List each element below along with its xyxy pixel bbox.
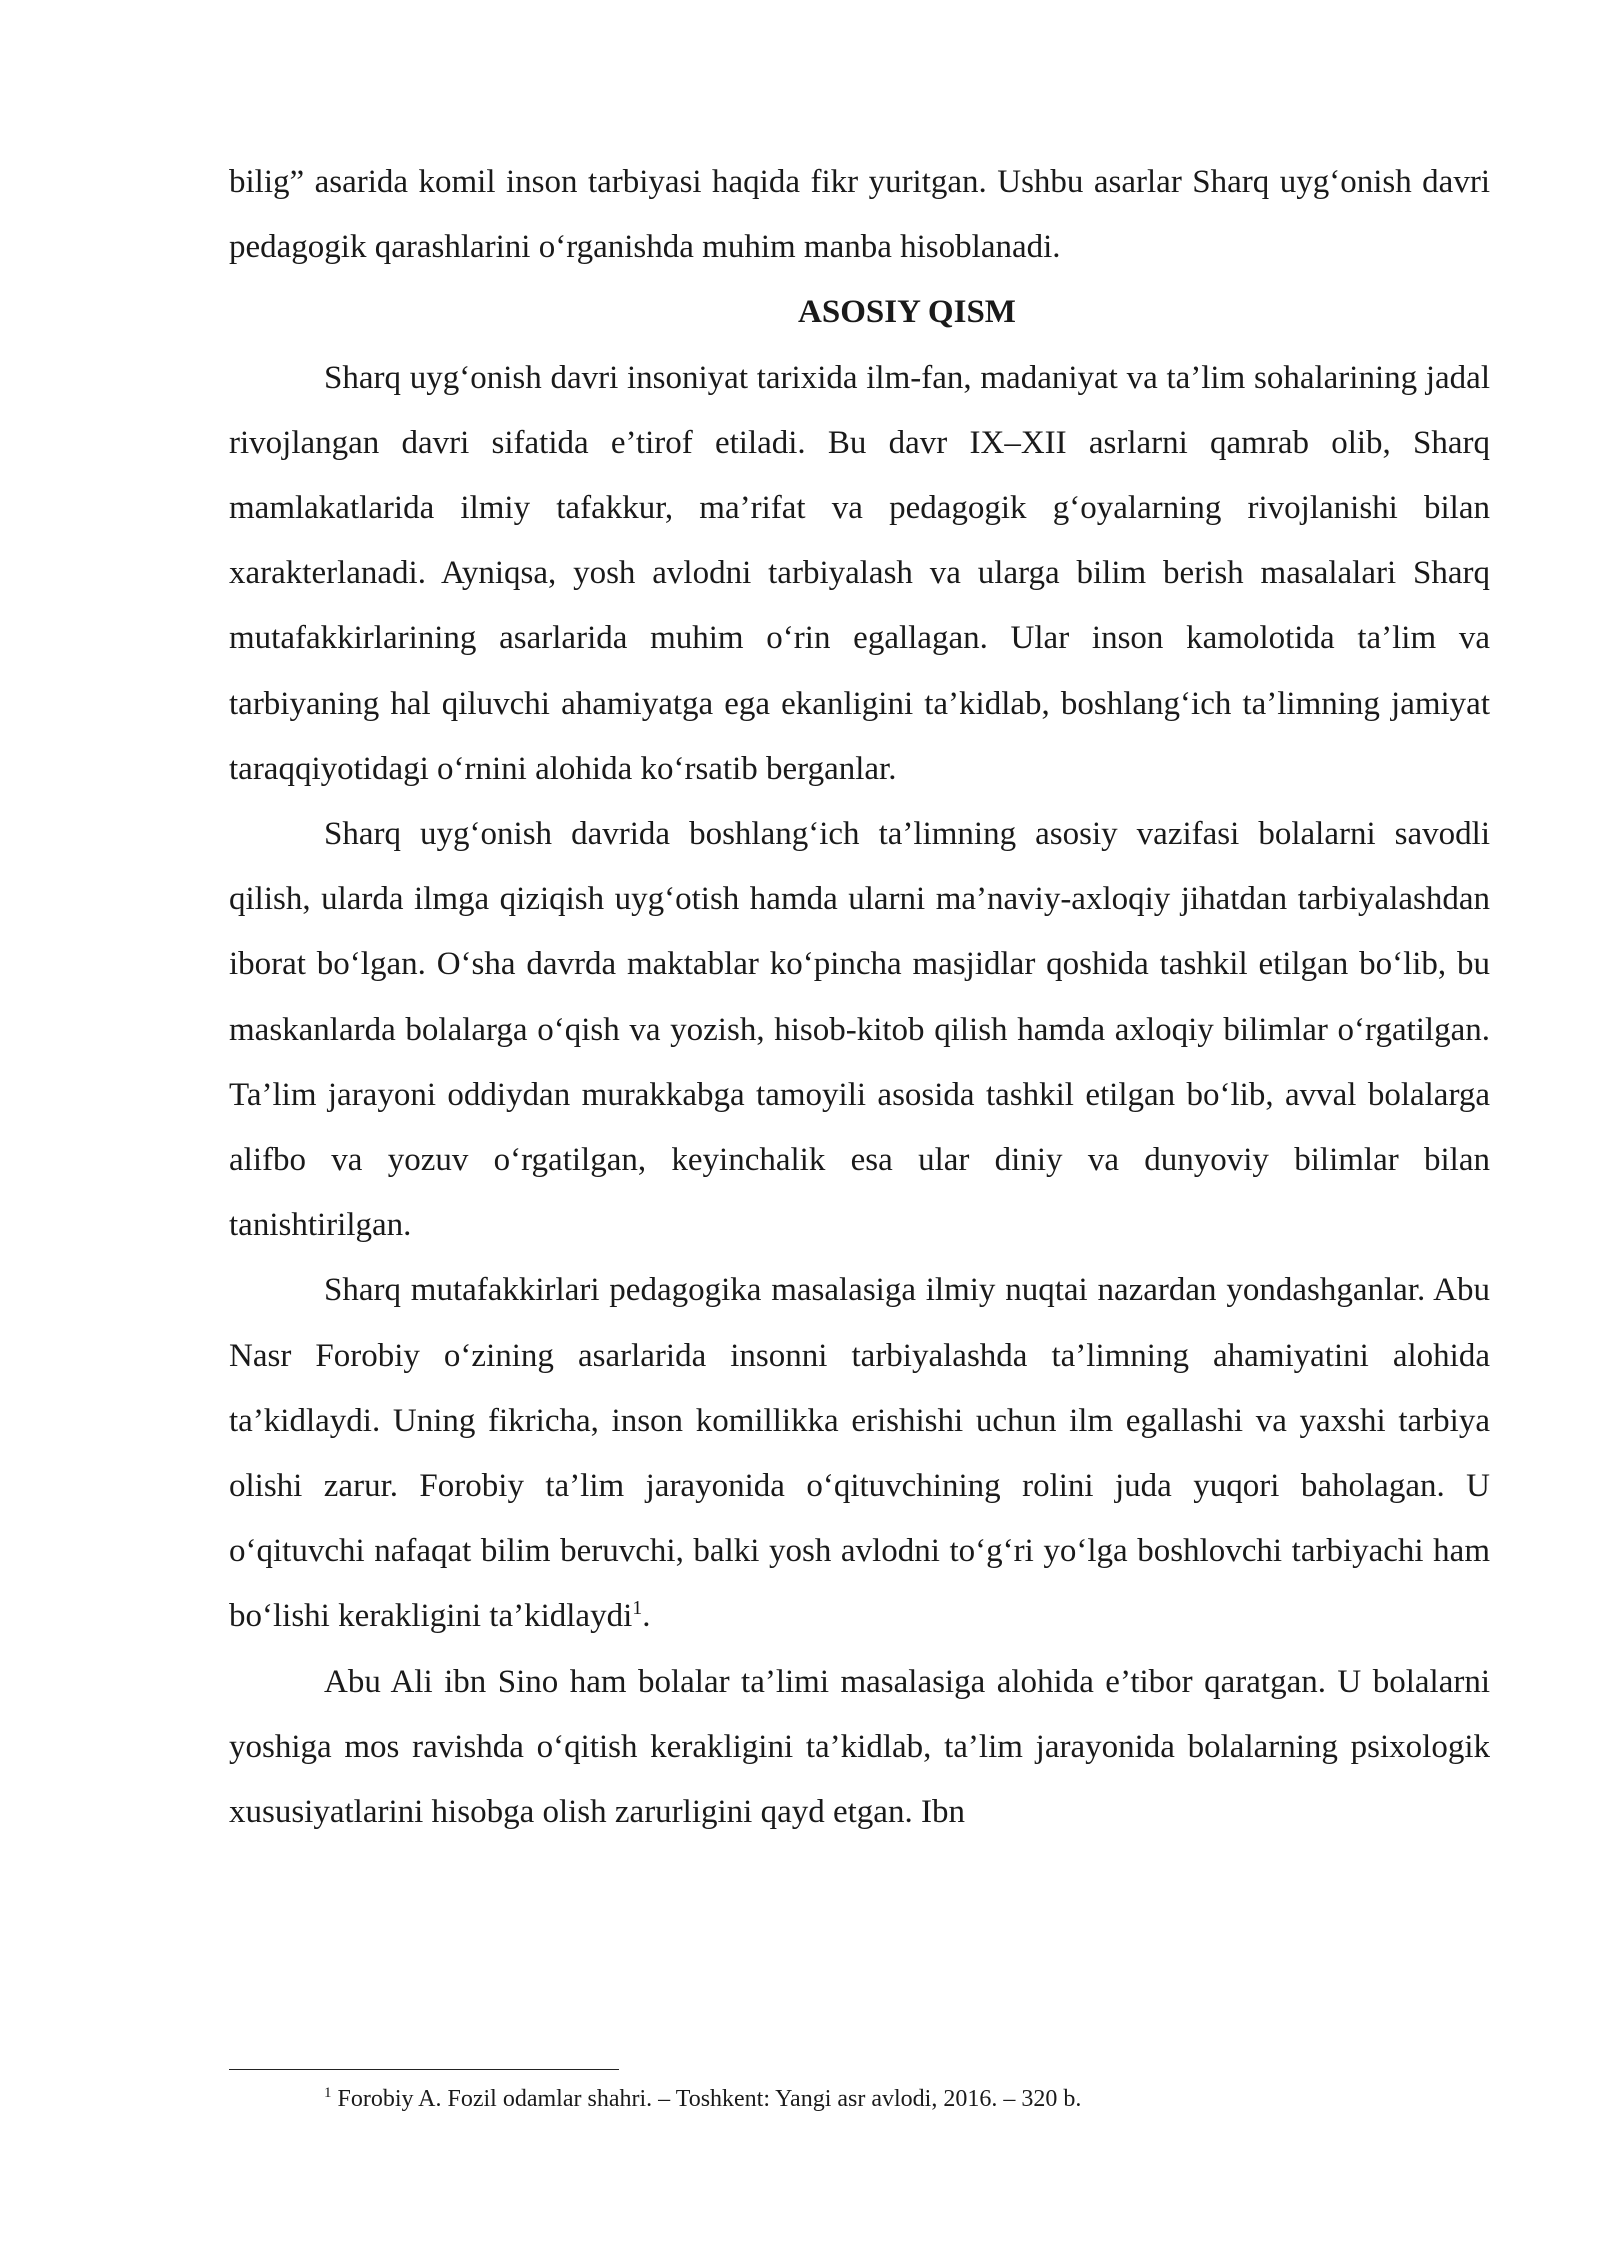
- paragraph-primary-education: Sharq uyg‘onish davrida boshlang‘ich ta’limning asosiy vazifasi bolalarni savodli qilish, ularda ilmga qiziqish uyg‘otish hamda ularni ma’naviy-axloqiy jihatdan tarbiyalashdan iborat bo‘lgan. O‘sha davrda maktablar ko‘pincha masjidlar qoshida tashkil etilgan bo‘lib, bu maskanlarda bolalarga o‘qish va yozish, hisob-kitob qilish hamda axloqiy bilimlar o‘rgatilgan. Ta’lim jarayoni oddiydan murakkabga tamoyili asosida tashkil etilgan bo‘lib, avval bolalarga alifbo va yozuv o‘rgatilgan, keyinchalik esa ular diniy va dunyoviy bilimlar bilan tanishtirilgan.: [229, 816, 1490, 1244]
- document-page: [229, 150, 1490, 1845]
- intro-paragraph: bilig” asarida komil inson tarbiyasi haqida fikr yuritgan. Ushbu asarlar Sharq uyg‘onish davri pedagogik qarashlarini o‘rganishda muhim manba hisoblanadi.: [229, 164, 1490, 266]
- paragraph-farabi: [229, 1258, 1490, 1649]
- paragraph-farabi-end: .: [642, 1598, 651, 1635]
- paragraph-renaissance-overview: Sharq uyg‘onish davri insoniyat tarixida ilm-fan, madaniyat va ta’lim sohalarining jadal rivojlangan davri sifatida e’tirof etiladi. Bu davr IX–XII asrlarni qamrab olib, Sharq mamlakatlarida ilmiy tafakkur, ma’rifat va pedagogik g‘oyalarning rivojlanishi bilan xarakterlanadi. Ayniqsa, yosh avlodni tarbiyalash va ularga bilim berish masalalari Sharq mutafakkirlarining asarlarida muhim o‘rin egallagan. Ular inson kamolotida ta’lim va tarbiyaning hal qiluvchi ahamiyatga ega ekanligini ta’kidlab, boshlang‘ich ta’limning jamiyat taraqqiyotidagi o‘rnini alohida ko‘rsatib berganlar.: [229, 359, 1490, 787]
- footnote: [324, 2082, 1490, 2116]
- footnote-text: Forobiy A. Fozil odamlar shahri. – Toshkent: Yangi asr avlodi, 2016. – 320 b.: [331, 2086, 1082, 2112]
- section-heading: ASOSIY QISM: [798, 294, 1016, 331]
- paragraph-farabi-text: Sharq mutafakkirlari pedagogika masalasiga ilmiy nuqtai nazardan yondashganlar. Abu Nasr Forobiy o‘zining asarlarida insonni tarbiyalashda ta’limning ahamiyatini alohida ta’kidlaydi. Uning fikricha, inson komillikka erishishi uchun ilm egallashi va yaxshi tarbiya olishi zarur. Forobiy ta’lim jarayonida o‘qituvchining rolini juda yuqori baholagan. U o‘qituvchi nafaqat bilim beruvchi, balki yosh avlodni to‘g‘ri yo‘lga boshlovchi tarbiyachi ham bo‘lishi kerakligini ta’kidlaydi: [229, 1272, 1490, 1635]
- paragraph-ibn-sino: Abu Ali ibn Sino ham bolalar ta’limi masalasiga alohida e’tibor qaratgan. U bolalarni yoshiga mos ravishda o‘qitish kerakligini ta’kidlab, ta’lim jarayonida bolalarning psixologik xususiyatlarini hisobga olish zarurligini qayd etgan. Ibn: [229, 1663, 1490, 1831]
- footnote-reference[interactable]: 1: [632, 1597, 643, 1620]
- footnote-separator: [229, 2069, 619, 2070]
- footnote-mark: 1: [324, 2085, 332, 2101]
